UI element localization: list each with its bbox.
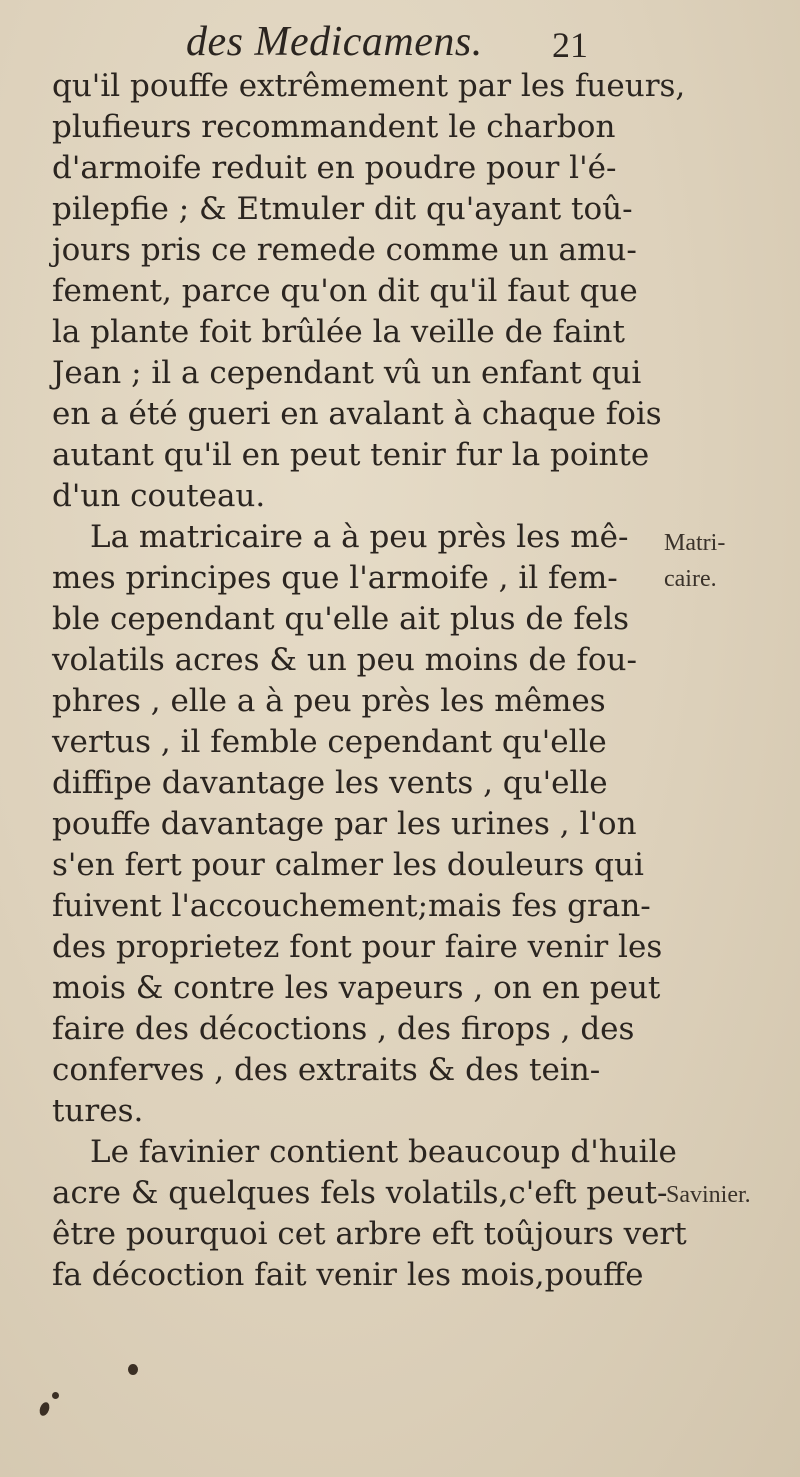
text-line: s'en fert pour calmer les douleurs qui (52, 847, 644, 883)
paragraph-start-matricaire: La matricaire a à peu près les mê- (90, 519, 629, 555)
text-line: fa décoction fait venir les mois,pouffe (52, 1257, 644, 1293)
text-line: autant qu'il en peut tenir fur la pointe (52, 437, 650, 473)
ink-blot (38, 1401, 51, 1417)
body-text (52, 66, 687, 1296)
text-line: en a été gueri en avalant à chaque fois (52, 396, 662, 432)
text-line: fement, parce qu'on dit qu'il faut que (52, 273, 638, 309)
ink-blot (128, 1364, 138, 1375)
text-line: plufieurs recommandent le charbon (52, 109, 616, 145)
page-number: 21 (552, 25, 588, 65)
text-line: pouffe davantage par les urines , l'on (52, 806, 637, 842)
margin-note-savinier: Savinier. (666, 1182, 751, 1208)
text-line: vertus , il femble cependant qu'elle (52, 724, 607, 760)
text-line: phres , elle a à peu près les mêmes (52, 683, 606, 719)
text-line: tures. (52, 1093, 144, 1129)
text-line: d'un couteau. (52, 478, 266, 514)
text-line: d'armoife reduit en poudre pour l'é- (52, 150, 617, 186)
text-line: mois & contre les vapeurs , on en peut (52, 970, 661, 1006)
ink-blot (52, 1392, 59, 1399)
text-line: pilepfie ; & Etmuler dit qu'ayant toû- (52, 191, 633, 227)
text-line: conferves , des extraits & des tein- (52, 1052, 601, 1088)
text-line: jours pris ce remede comme un amu- (52, 232, 637, 268)
margin-note-matricaire-1: Matri- (664, 530, 726, 556)
text-line: fuivent l'accouchement;mais fes gran- (52, 888, 651, 924)
text-line: ble cependant qu'elle ait plus de fels (52, 601, 630, 637)
text-line: mes principes que l'armoife , il fem- (52, 560, 618, 596)
running-title: des Medicamens. (186, 19, 483, 65)
text-line: Jean ; il a cependant vû un enfant qui (52, 355, 642, 391)
text-line: acre & quelques fels volatils,c'eft peut- (52, 1175, 668, 1211)
text-line: faire des décoctions , des firops , des (52, 1011, 635, 1047)
text-line: la plante foit brûlée la veille de faint (52, 314, 625, 350)
text-line: être pourquoi cet arbre eft toûjours vert (52, 1216, 687, 1252)
text-line: diffipe davantage les vents , qu'elle (52, 765, 608, 801)
text-line: des proprietez font pour faire venir les (52, 929, 663, 965)
text-line: qu'il pouffe extrêmement par les fueurs, (52, 68, 686, 104)
text-line: volatils acres & un peu moins de fou- (52, 642, 637, 678)
paragraph-start-savinier: Le favinier contient beaucoup d'huile (90, 1134, 677, 1170)
margin-note-matricaire-2: caire. (664, 566, 717, 592)
